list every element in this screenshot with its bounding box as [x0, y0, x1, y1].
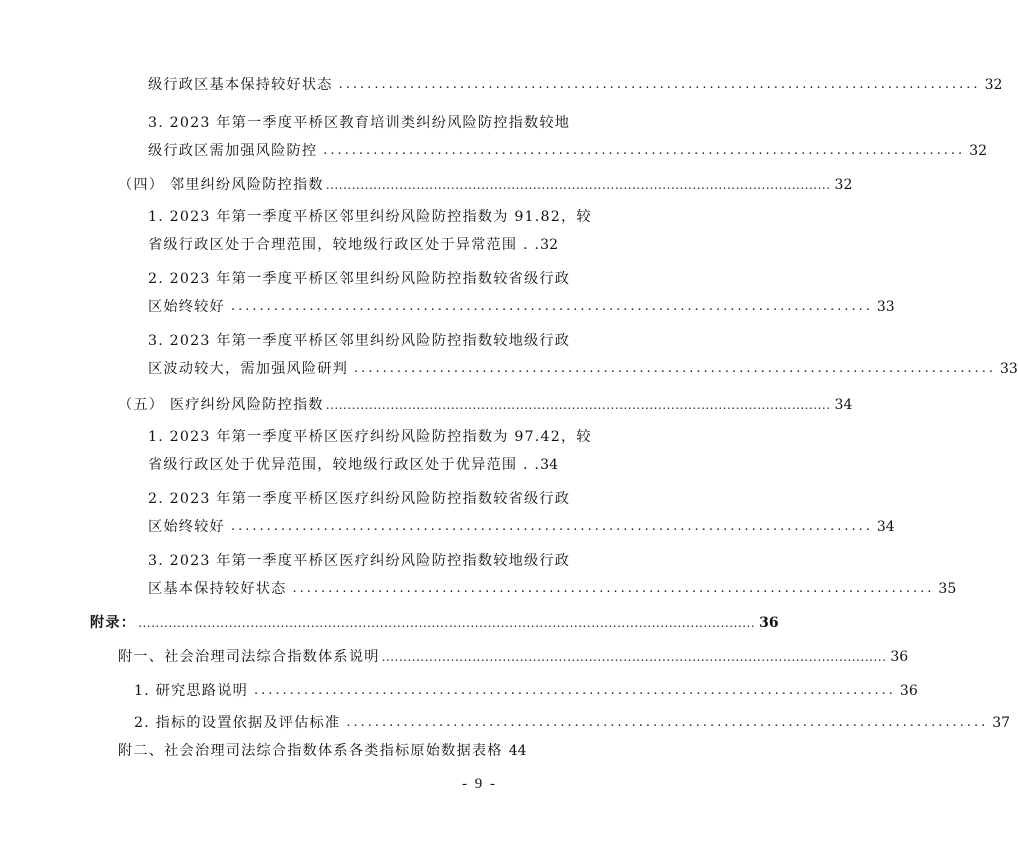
toc-entry[interactable]	[148, 268, 571, 290]
toc-entry-page: 36	[890, 649, 909, 665]
toc-entry-page: 33	[876, 299, 895, 315]
toc-entry-text: 3. 2023 年第一季度平桥区医疗纠纷风险防控指数较地级行政	[148, 553, 571, 569]
toc-entry-page: 37	[992, 715, 1011, 731]
toc-entry[interactable]	[148, 578, 957, 600]
toc-entry-text: 3. 2023 年第一季度平桥区教育培训类纠纷风险防控指数较地	[148, 115, 571, 131]
toc-entry-text: 区始终较好	[148, 299, 225, 315]
toc-entry-text: 附录：	[90, 615, 137, 631]
toc-leader-dots: ...............................................................................................................................................	[138, 616, 756, 630]
toc-entry-page: 34	[876, 519, 895, 535]
toc-entry[interactable]	[148, 296, 895, 318]
toc-entry[interactable]	[148, 488, 571, 510]
toc-entry-text: （四） 邻里纠纷风险防控指数	[118, 177, 324, 193]
toc-leader-dots: .....................................................................................................................	[325, 398, 831, 412]
toc-entry-page: 34	[540, 457, 558, 473]
toc-entry-text: 3. 2023 年第一季度平桥区邻里纠纷风险防控指数较地级行政	[148, 333, 571, 349]
toc-entry[interactable]	[148, 358, 1018, 380]
toc-entry-page: 36	[759, 615, 779, 631]
toc-entry[interactable]	[148, 206, 592, 228]
toc-entry[interactable]	[148, 550, 571, 572]
toc-entry-page: 36	[899, 683, 918, 699]
toc-entry-text: （五） 医疗纠纷风险防控指数	[118, 397, 324, 413]
toc-entry-text: 区始终较好	[148, 519, 225, 535]
toc-entry[interactable]	[148, 140, 988, 162]
toc-entry-text: 2. 2023 年第一季度平桥区医疗纠纷风险防控指数较省级行政	[148, 491, 571, 507]
toc-leader-dots: ..........................................................................................	[346, 715, 989, 730]
toc-entry-page: 44	[508, 743, 527, 759]
toc-leader-dots: ..........................................................................................	[230, 299, 873, 314]
toc-leader-dots: .....................................................................................................................	[325, 178, 831, 192]
toc-entry-page: 32	[984, 77, 1003, 93]
toc-entry-text: 2. 2023 年第一季度平桥区邻里纠纷风险防控指数较省级行政	[148, 271, 571, 287]
toc-entry[interactable]	[148, 112, 571, 134]
toc-entry-page: 32	[834, 177, 853, 193]
toc-entry-text: 1. 2023 年第一季度平桥区邻里纠纷风险防控指数为 91.82，较	[148, 209, 592, 225]
toc-entry-page: 35	[938, 581, 957, 597]
toc-entry-page: 34	[834, 397, 853, 413]
toc-entry[interactable]	[118, 740, 527, 762]
toc-entry[interactable]	[118, 394, 853, 416]
toc-entry[interactable]	[148, 330, 571, 352]
toc-entry[interactable]	[118, 174, 853, 196]
toc-entry-text: 级行政区基本保持较好状态	[148, 77, 333, 93]
toc-entry[interactable]	[148, 516, 895, 538]
toc-leader-dots: .....................................................................................................................	[381, 650, 887, 664]
toc-entry-text: 省级行政区处于优异范围，较地级行政区处于优异范围 . .	[148, 457, 541, 473]
toc-entry-text: 2. 指标的设置依据及评估标准	[134, 715, 341, 731]
page-number: - 9 -	[462, 776, 497, 792]
toc-entry-text: 1. 研究思路说明	[134, 683, 248, 699]
toc-entry-text: 附一、社会治理司法综合指数体系说明	[118, 649, 380, 665]
toc-leader-dots: ..........................................................................................	[354, 361, 996, 376]
toc-entry-text: 省级行政区处于合理范围，较地级行政区处于异常范围 . .	[148, 237, 541, 253]
toc-entry[interactable]	[134, 680, 918, 702]
toc-leader-dots: ..........................................................................................	[292, 581, 935, 596]
toc-entry-page: 33	[999, 361, 1018, 377]
toc-entry-text: 级行政区需加强风险防控	[148, 143, 318, 159]
toc-leader-dots: ..........................................................................................	[338, 77, 981, 92]
toc-entry[interactable]	[148, 234, 558, 256]
toc-entry-text: 1. 2023 年第一季度平桥区医疗纠纷风险防控指数为 97.42，较	[148, 429, 592, 445]
toc-entry[interactable]	[148, 74, 1003, 96]
toc-entry[interactable]	[148, 454, 558, 476]
toc-entry-text: 区波动较大，需加强风险研判	[148, 361, 349, 377]
toc-entry-text: 区基本保持较好状态	[148, 581, 287, 597]
toc-leader-dots: ..........................................................................................	[230, 519, 873, 534]
toc-leader-dots: ..........................................................................................	[323, 143, 966, 158]
toc-entry-appendix[interactable]	[90, 612, 779, 634]
toc-entry[interactable]	[134, 712, 1011, 734]
toc-entry-page: 32	[540, 237, 558, 253]
toc-entry[interactable]	[148, 426, 592, 448]
toc-entry-text: 附二、社会治理司法综合指数体系各类指标原始数据表格	[118, 743, 503, 759]
toc-leader-dots: ..........................................................................................	[253, 683, 896, 698]
toc-entry-page: 32	[969, 143, 988, 159]
toc-entry[interactable]	[118, 646, 909, 668]
